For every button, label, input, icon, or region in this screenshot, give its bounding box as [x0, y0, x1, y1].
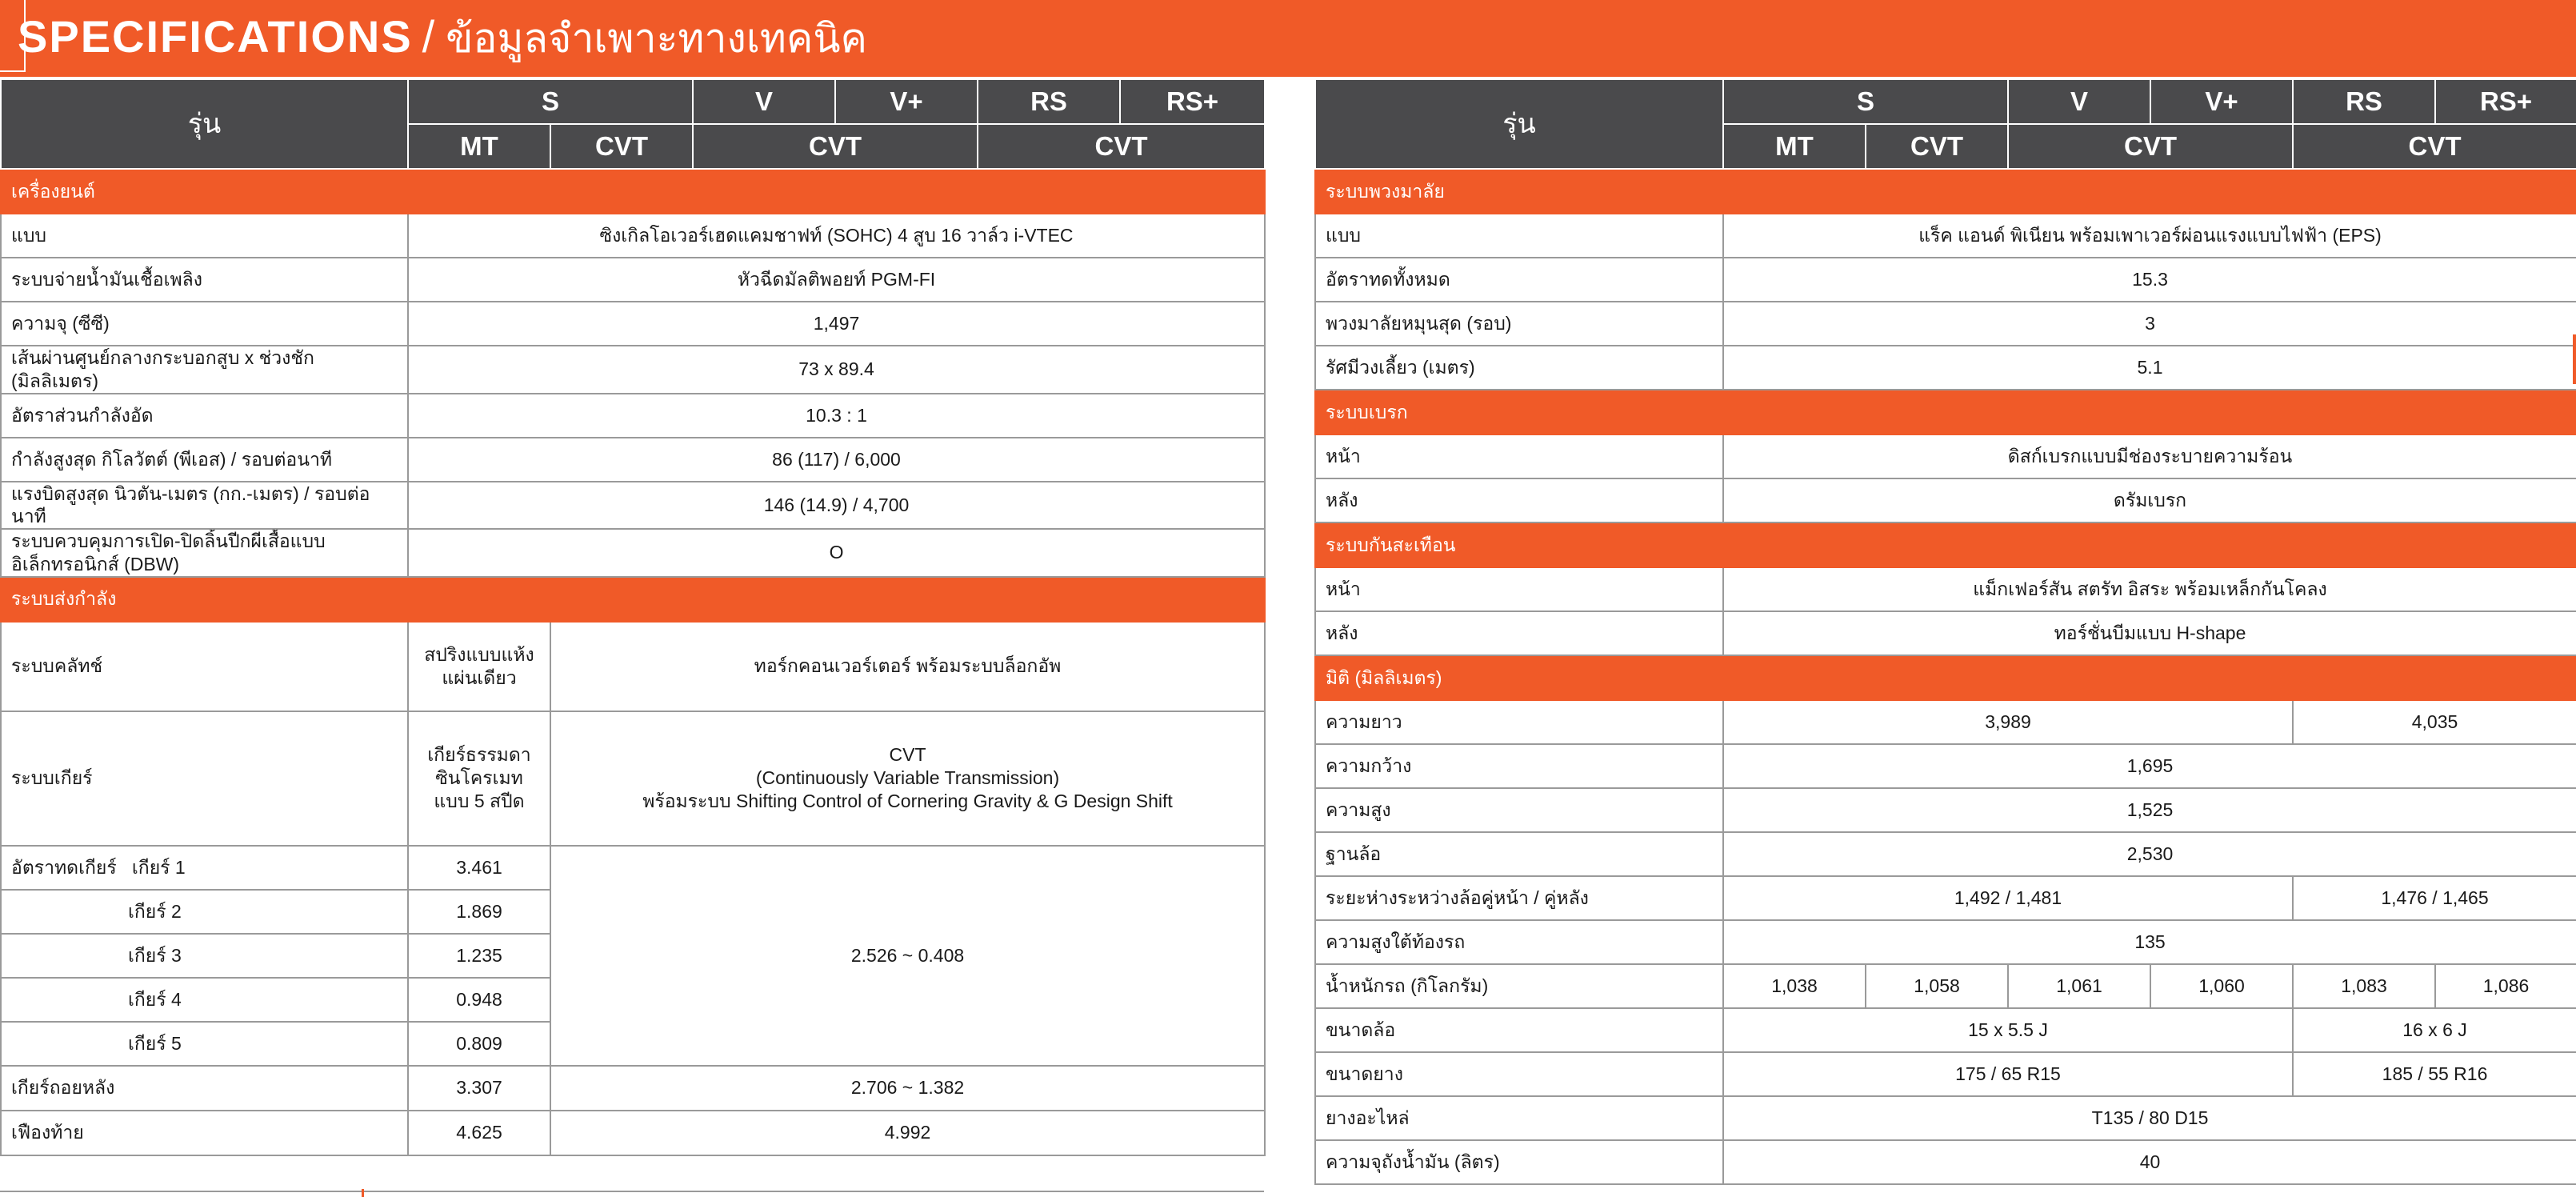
clutch-mt-line1: สปริงแบบแห้ง — [424, 643, 534, 665]
table-row-wheel — [1315, 1008, 2576, 1052]
row-value: 73 x 89.4 — [408, 346, 1265, 394]
gear-mt-value: 3.461 — [408, 846, 550, 890]
gear-name: เกียร์ 1 — [131, 856, 186, 878]
section-title: มิติ (มิลลิเมตร) — [1315, 655, 2576, 700]
section-title: ระบบเบรก — [1315, 390, 2576, 434]
model-header: รุ่น — [1, 79, 408, 169]
right-accent-tick — [2573, 334, 2576, 384]
page-title-th: ข้อมูลจำเพาะทางเทคนิค — [446, 15, 867, 61]
row-value: ซิงเกิลโอเวอร์เฮดแคมชาฟท์ (SOHC) 4 สูบ 16 วาล์ว i-VTEC — [408, 214, 1265, 258]
table-row-fuel — [1315, 1140, 2576, 1184]
grade-v-header: V — [693, 79, 835, 124]
gearbox-mt-cell — [408, 711, 550, 846]
bottom-rule — [0, 1191, 1264, 1192]
row-label: แบบ — [1, 214, 408, 258]
weight-value: 1,061 — [2008, 964, 2150, 1008]
ratio-label: อัตราทดเกียร์ — [11, 856, 117, 878]
table-row — [1, 214, 1265, 258]
table-row — [1, 482, 1265, 530]
final-mt-value: 4.625 — [408, 1111, 550, 1155]
trans-s-cvt-header: CVT — [1866, 124, 2008, 169]
row-value: ทอร์ชั่นบีมแบบ H-shape — [1723, 611, 2576, 655]
row-label: ความสูงใต้ท้องรถ — [1315, 920, 1723, 964]
table-row — [1315, 346, 2576, 390]
row-value: 15.3 — [1723, 258, 2576, 302]
row-value: 5.1 — [1723, 346, 2576, 390]
grade-rs-header: RS — [978, 79, 1120, 124]
row-label: ความสูง — [1315, 788, 1723, 832]
table-row — [1315, 214, 2576, 258]
row-label: ความยาว — [1315, 700, 1723, 744]
row-label: พวงมาลัยหมุนสุด (รอบ) — [1315, 302, 1723, 346]
table-row-gear1 — [1, 846, 1265, 890]
row-label: ความจุถังน้ำมัน (ลิตร) — [1315, 1140, 1723, 1184]
section-steering — [1315, 169, 2576, 214]
trans-rs-header: CVT — [2293, 124, 2576, 169]
row-value: 86 (117) / 6,000 — [408, 438, 1265, 482]
table-row-width — [1315, 744, 2576, 788]
row-label: ยางอะไหล่ — [1315, 1096, 1723, 1140]
trans-s-mt-header: MT — [408, 124, 550, 169]
gear-mt-value: 1.869 — [408, 890, 550, 934]
page-title — [18, 7, 867, 70]
table-row-final-drive — [1, 1111, 1265, 1155]
gear-name: เกียร์ 4 — [1, 978, 408, 1022]
table-row-weight — [1315, 964, 2576, 1008]
section-title: เครื่องยนต์ — [1, 169, 1265, 214]
row-label: เกียร์ถอยหลัง — [1, 1066, 408, 1111]
clutch-cvt-cell: ทอร์กคอนเวอร์เตอร์ พร้อมระบบล็อกอัพ — [550, 622, 1265, 711]
spec-table-left — [0, 78, 1266, 1156]
gearbox-cvt-cell — [550, 711, 1265, 846]
model-header: รุ่น — [1315, 79, 1723, 169]
title-corner-mark — [0, 0, 26, 72]
table-row — [1315, 434, 2576, 478]
section-transmission — [1, 577, 1265, 622]
grade-s-header: S — [1723, 79, 2008, 124]
weight-value: 1,083 — [2293, 964, 2435, 1008]
row-label: หลัง — [1315, 478, 1723, 522]
table-row-wheelbase — [1315, 832, 2576, 876]
section-title: ระบบพวงมาลัย — [1315, 169, 2576, 214]
tire-rs-value: 185 / 55 R16 — [2293, 1052, 2576, 1096]
table-row — [1315, 567, 2576, 611]
gearbox-mt-line2: ซินโครเมท — [435, 767, 523, 789]
row-value: แร็ค แอนด์ พิเนียน พร้อมเพาเวอร์ผ่อนแรงแบบไฟฟ้า (EPS) — [1723, 214, 2576, 258]
row-label: ระบบจ่ายน้ำมันเชื้อเพลิง — [1, 258, 408, 302]
tire-std-value: 175 / 65 R15 — [1723, 1052, 2293, 1096]
gear-name: เกียร์ 2 — [1, 890, 408, 934]
row-label: ระบบควบคุมการเปิด-ปิดลิ้นปีกผีเสื้อแบบอิเล็กทรอนิกส์ (DBW) — [1, 529, 408, 577]
row-value: O — [408, 529, 1265, 577]
row-label: แรงบิดสูงสุด นิวตัน-เมตร (กก.-เมตร) / รอบต่อนาที — [1, 482, 408, 530]
row-label: ความจุ (ซีซี) — [1, 302, 408, 346]
row-value: 135 — [1723, 920, 2576, 964]
table-row-height — [1315, 788, 2576, 832]
row-label: ความกว้าง — [1315, 744, 1723, 788]
row-label: ขนาดล้อ — [1315, 1008, 1723, 1052]
row-label: รัศมีวงเลี้ยว (เมตร) — [1315, 346, 1723, 390]
gear-name: เกียร์ 5 — [1, 1022, 408, 1066]
row-value: 40 — [1723, 1140, 2576, 1184]
row-label: ฐานล้อ — [1315, 832, 1723, 876]
row-label: น้ำหนักรถ (กิโลกรัม) — [1315, 964, 1723, 1008]
gearbox-cvt-line3: พร้อมระบบ Shifting Control of Cornering Gravity & G Design Shift — [642, 790, 1173, 811]
table-head-right — [1315, 79, 2576, 169]
row-value: 1,695 — [1723, 744, 2576, 788]
table-row — [1, 529, 1265, 577]
row-label: หลัง — [1315, 611, 1723, 655]
row-label: อัตราทดทั้งหมด — [1315, 258, 1723, 302]
trans-v-header: CVT — [2008, 124, 2293, 169]
row-label: เฟืองท้าย — [1, 1111, 408, 1155]
row-value: 1,525 — [1723, 788, 2576, 832]
spec-table-right — [1314, 78, 2576, 1185]
row-label: ขนาดยาง — [1315, 1052, 1723, 1096]
table-row — [1, 346, 1265, 394]
table-row-clutch — [1, 622, 1265, 711]
table-row — [1315, 478, 2576, 522]
table-row — [1315, 302, 2576, 346]
length-rs-value: 4,035 — [2293, 700, 2576, 744]
reverse-mt-value: 3.307 — [408, 1066, 550, 1111]
table-row — [1, 302, 1265, 346]
row-label: เส้นผ่านศูนย์กลางกระบอกสูบ x ช่วงชัก (มิลลิเมตร) — [1, 346, 408, 394]
grade-s-header: S — [408, 79, 693, 124]
table-row — [1, 394, 1265, 438]
trans-rs-header: CVT — [978, 124, 1265, 169]
table-row — [1, 258, 1265, 302]
grade-rsplus-header: RS+ — [1120, 79, 1265, 124]
wheel-std-value: 15 x 5.5 J — [1723, 1008, 2293, 1052]
grade-v-header: V — [2008, 79, 2150, 124]
clutch-mt-cell — [408, 622, 550, 711]
table-row-gearbox — [1, 711, 1265, 846]
gear-mt-value: 0.948 — [408, 978, 550, 1022]
gearbox-cvt-line1: CVT — [889, 744, 926, 766]
table-row — [1315, 611, 2576, 655]
table-row-track — [1315, 876, 2576, 920]
grade-rsplus-header: RS+ — [2435, 79, 2576, 124]
gear-name: เกียร์ 3 — [1, 934, 408, 978]
section-engine — [1, 169, 1265, 214]
section-brakes — [1315, 390, 2576, 434]
grade-vplus-header: V+ — [835, 79, 978, 124]
track-rs-value: 1,476 / 1,465 — [2293, 876, 2576, 920]
row-value: T135 / 80 D15 — [1723, 1096, 2576, 1140]
row-label: อัตราส่วนกำลังอัด — [1, 394, 408, 438]
row-label: ระยะห่างระหว่างล้อคู่หน้า / คู่หลัง — [1315, 876, 1723, 920]
length-std-value: 3,989 — [1723, 700, 2293, 744]
clutch-mt-line2: แผ่นเดียว — [442, 667, 517, 688]
gearbox-mt-line3: แบบ 5 สปีด — [434, 790, 525, 811]
gear-cvt-range: 2.526 ~ 0.408 — [550, 846, 1265, 1066]
weight-value: 1,058 — [1866, 964, 2008, 1008]
section-dimensions — [1315, 655, 2576, 700]
row-value: แม็กเฟอร์สัน สตรัท อิสระ พร้อมเหล็กกันโคลง — [1723, 567, 2576, 611]
table-row — [1, 438, 1265, 482]
row-value: 146 (14.9) / 4,700 — [408, 482, 1265, 530]
row-value: หัวฉีดมัลติพอยท์ PGM-FI — [408, 258, 1265, 302]
row-label: กำลังสูงสุด กิโลวัตต์ (พีเอส) / รอบต่อนาที — [1, 438, 408, 482]
weight-value: 1,086 — [2435, 964, 2576, 1008]
row-value: ดรัมเบรก — [1723, 478, 2576, 522]
row-value: 10.3 : 1 — [408, 394, 1265, 438]
row-value: 1,497 — [408, 302, 1265, 346]
title-bar — [0, 0, 2576, 77]
weight-value: 1,060 — [2150, 964, 2293, 1008]
row-label: แบบ — [1315, 214, 1723, 258]
final-cvt-value: 4.992 — [550, 1111, 1265, 1155]
row-value: 2,530 — [1723, 832, 2576, 876]
grade-vplus-header: V+ — [2150, 79, 2293, 124]
section-title: ระบบส่งกำลัง — [1, 577, 1265, 622]
table-head-left — [1, 79, 1265, 169]
gearbox-cvt-line2: (Continuously Variable Transmission) — [755, 767, 1060, 789]
gearbox-mt-line1: เกียร์ธรรมดา — [427, 744, 531, 766]
gear-mt-value: 1.235 — [408, 934, 550, 978]
table-row-length — [1315, 700, 2576, 744]
row-value: ดิสก์เบรกแบบมีช่องระบายความร้อน — [1723, 434, 2576, 478]
row-label: ระบบเกียร์ — [1, 711, 408, 846]
row-label: หน้า — [1315, 434, 1723, 478]
section-title: ระบบกันสะเทือน — [1315, 522, 2576, 567]
table-row — [1315, 258, 2576, 302]
gear-mt-value: 0.809 — [408, 1022, 550, 1066]
page-title-en: SPECIFICATIONS — [18, 10, 413, 62]
bottom-accent-tick — [362, 1189, 364, 1197]
grade-rs-header: RS — [2293, 79, 2435, 124]
table-row-spare — [1315, 1096, 2576, 1140]
section-suspension — [1315, 522, 2576, 567]
page-title-separator: / — [422, 10, 437, 62]
track-std-value: 1,492 / 1,481 — [1723, 876, 2293, 920]
wheel-rs-value: 16 x 6 J — [2293, 1008, 2576, 1052]
table-row-clearance — [1315, 920, 2576, 964]
trans-s-cvt-header: CVT — [550, 124, 693, 169]
weight-value: 1,038 — [1723, 964, 1866, 1008]
trans-v-header: CVT — [693, 124, 978, 169]
gear-1-label — [1, 846, 408, 890]
row-label: ระบบคลัทช์ — [1, 622, 408, 711]
trans-s-mt-header: MT — [1723, 124, 1866, 169]
table-row-reverse — [1, 1066, 1265, 1111]
row-value: 3 — [1723, 302, 2576, 346]
reverse-cvt-value: 2.706 ~ 1.382 — [550, 1066, 1265, 1111]
table-row-tire — [1315, 1052, 2576, 1096]
row-label: หน้า — [1315, 567, 1723, 611]
